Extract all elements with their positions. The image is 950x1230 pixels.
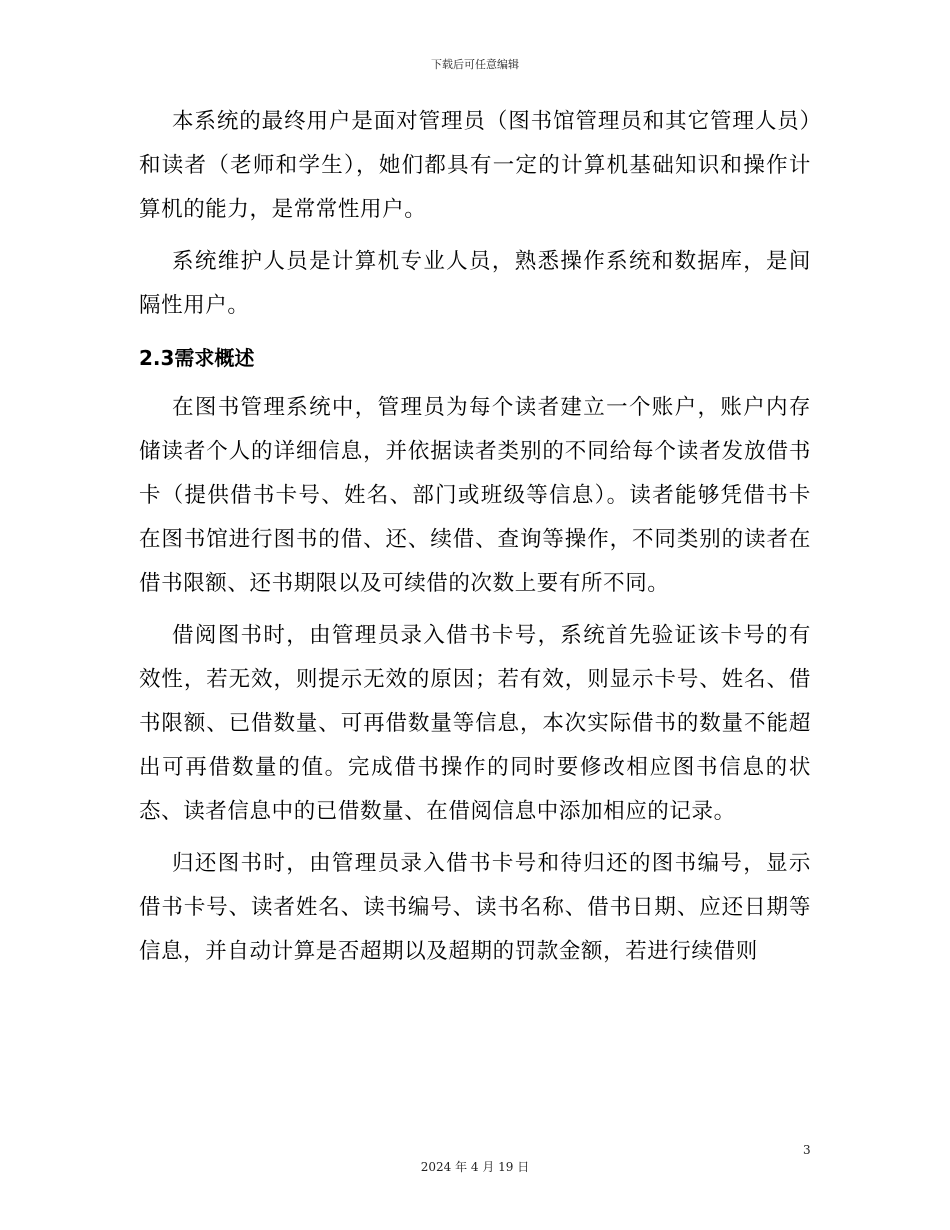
document-body <box>139 100 811 982</box>
paragraph-borrowing: 借阅图书时，由管理员录入借书卡号，系统首先验证该卡号的有效性，若无效，则提示无效的原因；若有效，则显示卡号、姓名、借书限额、已借数量、可再借数量等信息，本次实际借书的数量不能超出可再借数量的值。完成借书操作的同时要修改相应图书信息的状态、读者信息中的已借数量、在借阅信息中添加相应的记录。 <box>139 623 811 824</box>
paragraph-returning: 归还图书时，由管理员录入借书卡号和待归还的图书编号，显示借书卡号、读者姓名、读书编号、读书名称、借书日期、应还日期等信息，并自动计算是否超期以及超期的罚款金额，若进行续借则 <box>139 851 811 964</box>
page-header: 下载后可任意编辑 <box>431 58 519 71</box>
footer-date: 2024 年 4 月 19 日 <box>420 1160 530 1174</box>
paragraph-overview: 在图书管理系统中，管理员为每个读者建立一个账户，账户内存储读者个人的详细信息，并依据读者类别的不同给每个读者发放借书卡（提供借书卡号、姓名、部门或班级等信息）。读者能够凭借书卡在图书馆进行图书的借、还、续借、查询等操作，不同类别的读者在借书限额、还书期限以及可续借的次数上要有所不同。 <box>139 395 811 596</box>
page-number: 3 <box>803 1143 811 1157</box>
section-heading: 2.3需求概述 <box>139 346 255 370</box>
paragraph-end-users: 本系统的最终用户是面对管理员（图书馆管理员和其它管理人员）和读者（老师和学生），她们都具有一定的计算机基础知识和操作计算机的能力，是常常性用户。 <box>139 109 811 222</box>
paragraph-maintainers: 系统维护人员是计算机专业人员，熟悉操作系统和数据库，是间隔性用户。 <box>139 249 811 318</box>
